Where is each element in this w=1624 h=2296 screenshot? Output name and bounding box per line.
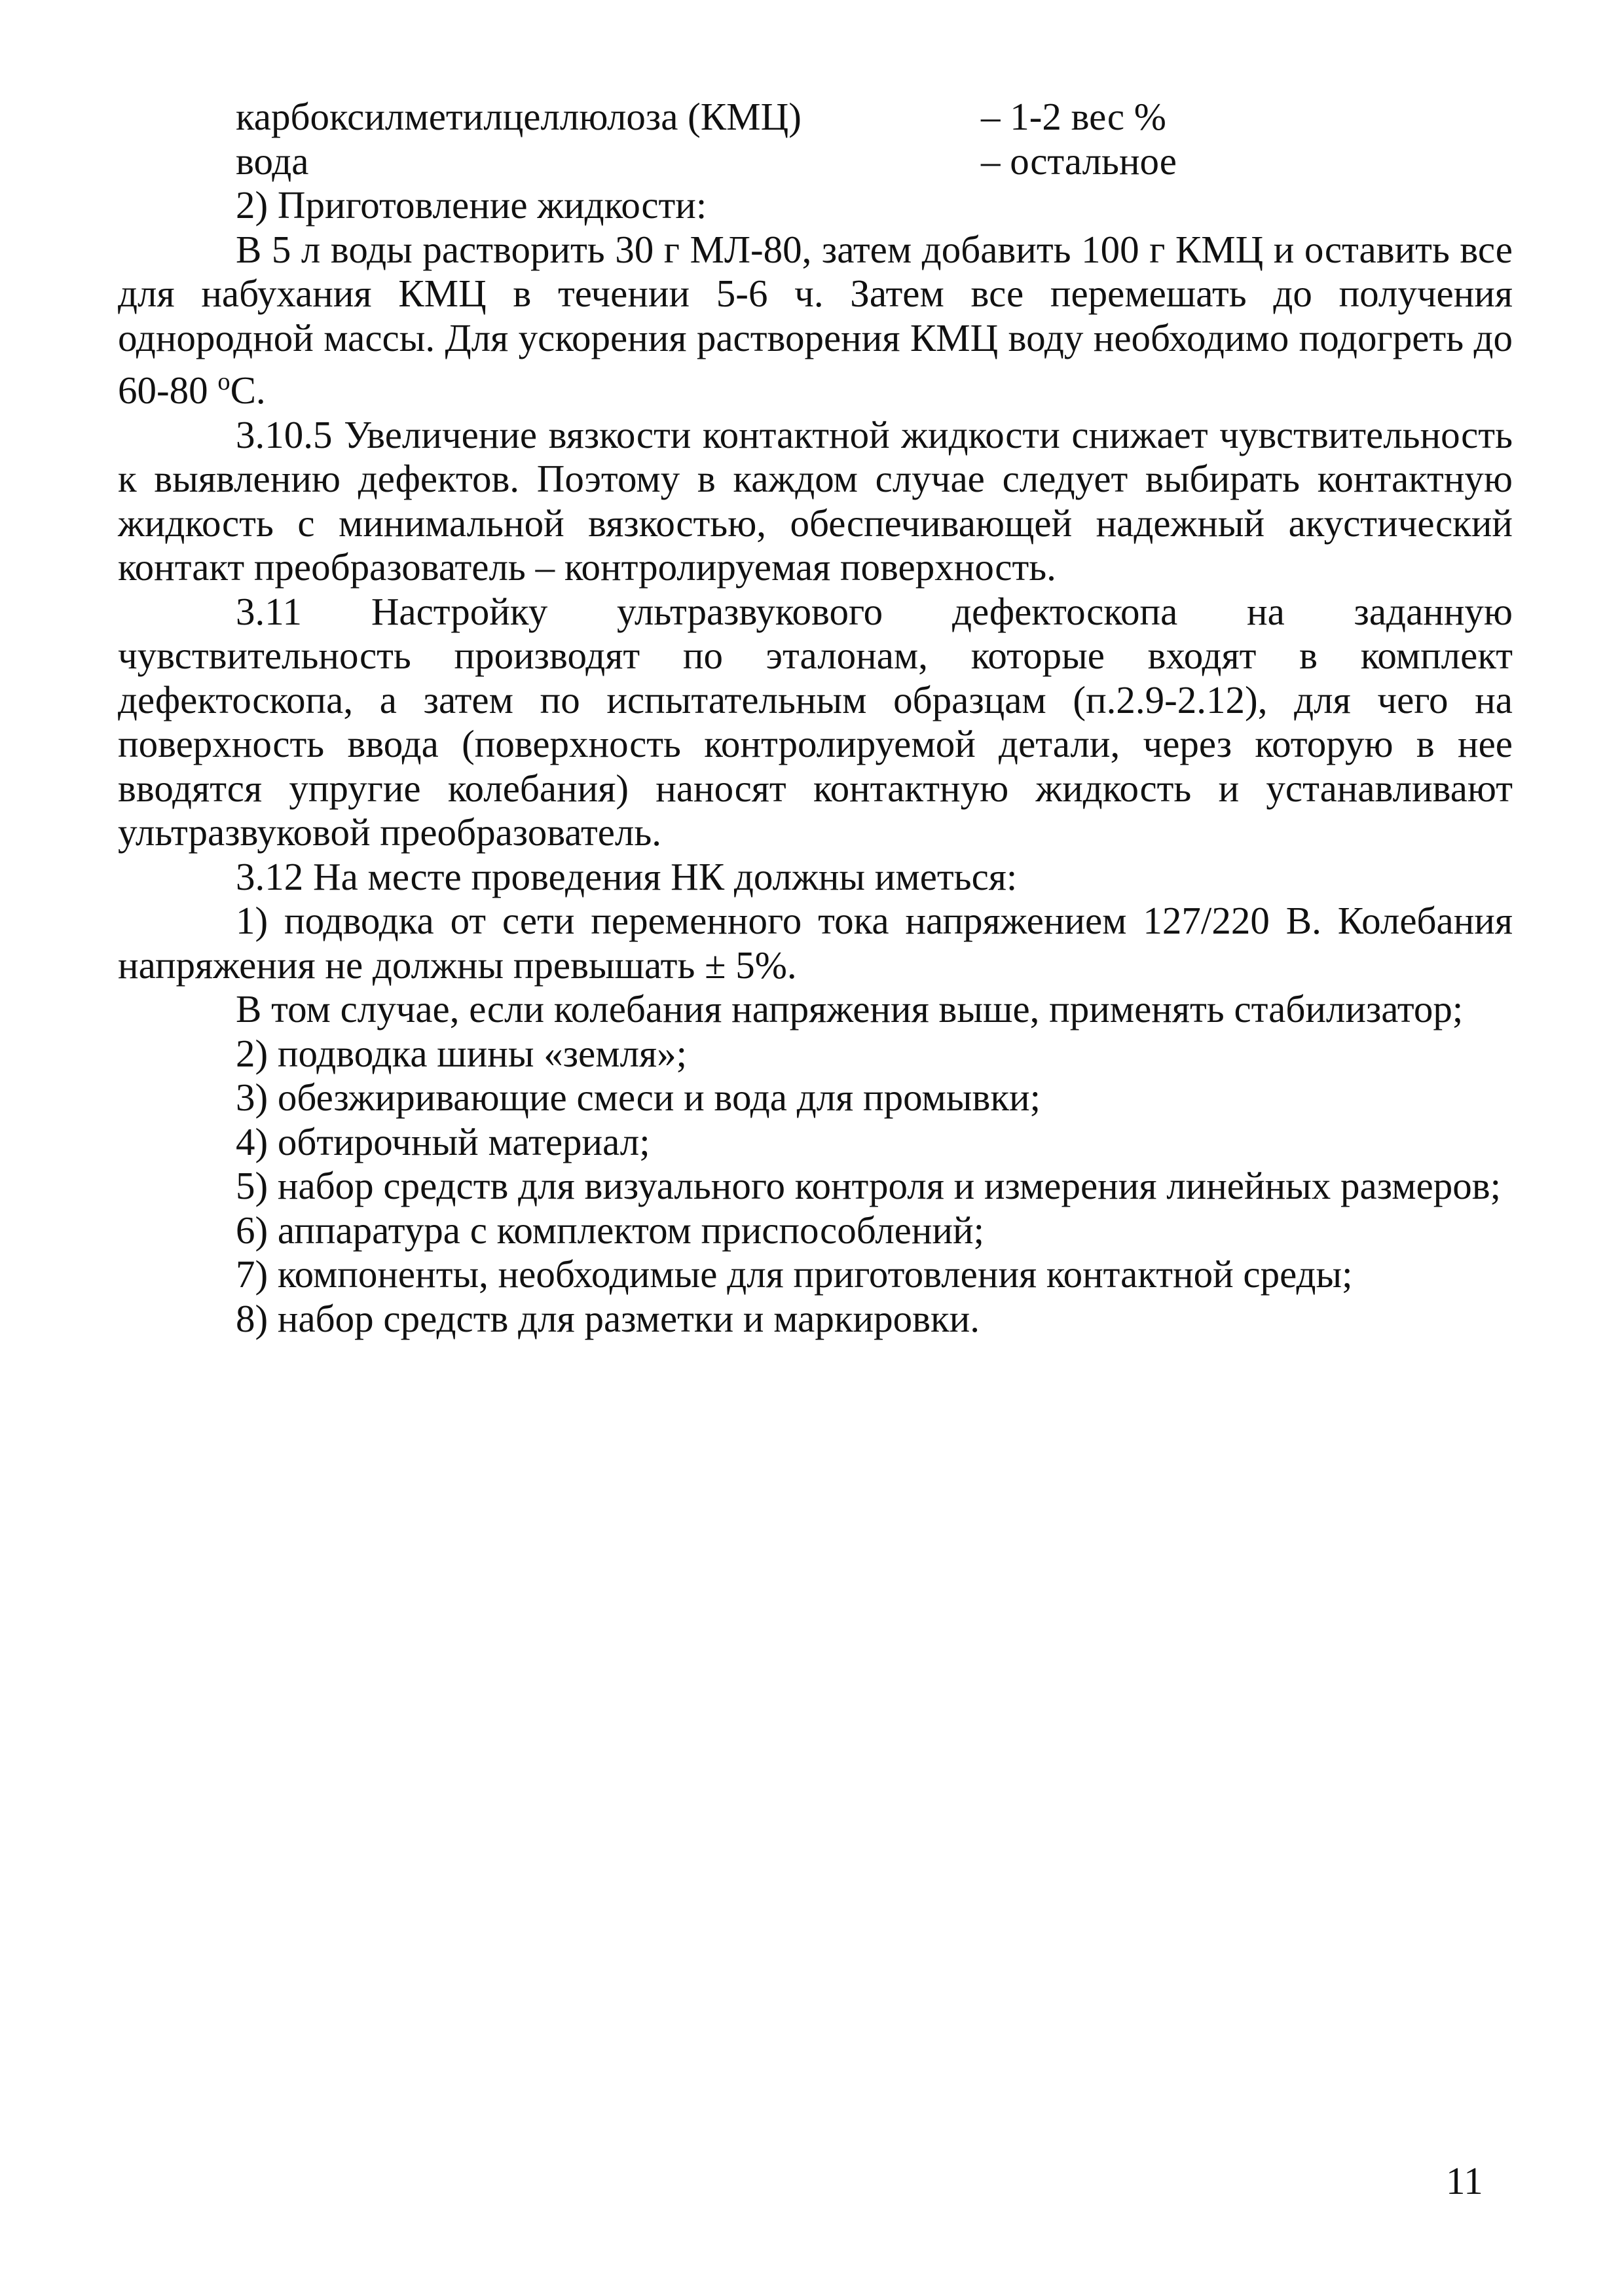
paragraph-3-12: 3.12 На месте проведения НК должны иметься:: [236, 854, 1018, 898]
paragraph-3-10-5: 3.10.5 Увеличение вязкости контактной жидкости снижает чувствительность к выявлению дефектов. Поэтому в каждом случае следует выбирать контактную жидкость с минимальной вязкостью, обеспечивающей надежный акустический контакт преобразователь – контролируемая поверхность.: [118, 412, 1513, 589]
degree-mark: о: [217, 368, 231, 395]
page-number: 11: [1446, 2159, 1483, 2202]
composition-row-water: [118, 139, 1513, 184]
paragraph-3-11: 3.11 Настройку ультразвукового дефектоскопа на заданную чувствительность производят по эталонам, которые входят в комплект дефектоскопа, а затем по испытательным образцам (п.2.9-2.12), для чего на поверхность ввода (поверхность контролируемой детали, через которую в нее вводятся упругие колебания) наносят контактную жидкость и устанавливают ультразвуковой преобразователь.: [118, 589, 1513, 854]
list-item-6: 6) аппаратура с комплектом приспособлений;: [236, 1208, 984, 1252]
list-item-7: 7) компоненты, необходимые для приготовления контактной среды;: [236, 1252, 1353, 1296]
list-item-3: 3) обезжиривающие смеси и вода для промывки;: [236, 1076, 1041, 1120]
list-item-8: 8) набор средств для разметки и маркировки.: [236, 1296, 980, 1340]
list-item-1-note: В том случае, если колебания напряжения выше, применять стабилизатор;: [236, 987, 1464, 1031]
prep-instructions: [118, 228, 1513, 413]
page-body: [118, 95, 1513, 1341]
component-value: – 1-2 вес %: [981, 95, 1166, 138]
component-name: карбоксилметилцеллюлоза (КМЦ): [236, 95, 802, 138]
prep-heading: 2) Приготовление жидкости:: [236, 183, 707, 227]
prep-text: В 5 л воды растворить 30 г МЛ-80, затем добавить 100 г КМЦ и оставить все для набухания КМЦ в течении 5-6 ч. Затем все перемешать до получения однородной массы. Для ускорения растворения КМЦ воду необходимо подогреть до 60-80: [118, 227, 1513, 412]
composition-row-cmc: [118, 95, 1513, 139]
list-item-1: 1) подводка от сети переменного тока напряжением 127/220 В. Колебания напряжения не должны превышать ± 5%.: [118, 899, 1513, 987]
list-item-5: 5) набор средств для визуального контроля и измерения линейных размеров;: [236, 1164, 1501, 1208]
component-name: вода: [236, 139, 309, 183]
list-item-4: 4) обтирочный материал;: [236, 1120, 650, 1163]
list-item-2: 2) подводка шины «земля»;: [236, 1031, 688, 1075]
component-value: – остальное: [981, 139, 1177, 183]
prep-text-end: С.: [230, 369, 266, 412]
